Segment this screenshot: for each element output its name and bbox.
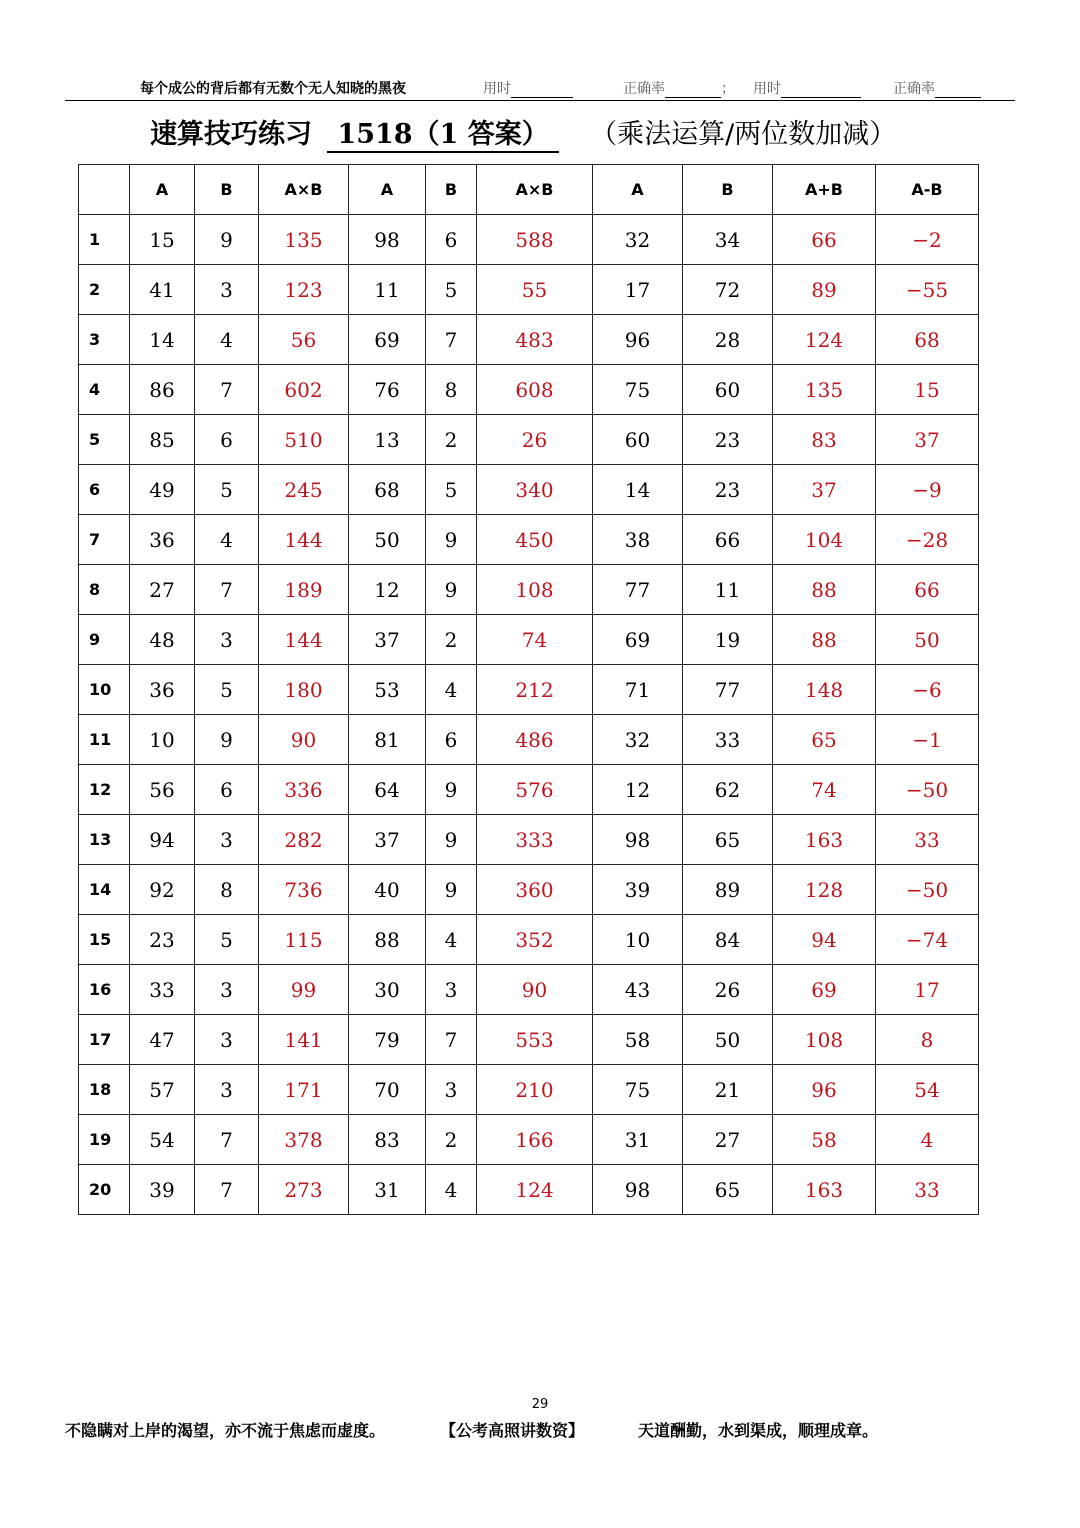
row-index: 9 <box>79 615 130 665</box>
operand-cell: 31 <box>593 1115 683 1165</box>
row-index: 20 <box>79 1165 130 1215</box>
answer-cell: 210 <box>477 1065 593 1115</box>
title-subtitle: （乘法运算/两位数加减） <box>590 119 897 150</box>
operand-cell: 6 <box>195 765 259 815</box>
row-index: 14 <box>79 865 130 915</box>
operand-cell: 48 <box>130 615 195 665</box>
operand-cell: 50 <box>349 515 426 565</box>
operand-cell: 60 <box>593 415 683 465</box>
operand-cell: 50 <box>683 1015 773 1065</box>
operand-cell: 12 <box>593 765 683 815</box>
answer-cell: 115 <box>259 915 349 965</box>
answer-cell: 144 <box>259 515 349 565</box>
operand-cell: 49 <box>130 465 195 515</box>
header-motto: 每个成公的背后都有无数个无人知晓的黑夜 <box>140 81 406 97</box>
answer-cell: 124 <box>477 1165 593 1215</box>
answer-cell: 83 <box>773 415 876 465</box>
answer-cell: 26 <box>477 415 593 465</box>
operand-cell: 5 <box>195 665 259 715</box>
answer-cell: 736 <box>259 865 349 915</box>
answer-cell: −50 <box>876 865 979 915</box>
operand-cell: 81 <box>349 715 426 765</box>
answer-cell: 135 <box>773 365 876 415</box>
answer-cell: 166 <box>477 1115 593 1165</box>
operand-cell: 75 <box>593 365 683 415</box>
row-index: 3 <box>79 315 130 365</box>
operand-cell: 10 <box>593 915 683 965</box>
answer-cell: 56 <box>259 315 349 365</box>
operand-cell: 94 <box>130 815 195 865</box>
answer-cell: −6 <box>876 665 979 715</box>
answer-cell: 69 <box>773 965 876 1015</box>
answer-cell: 123 <box>259 265 349 315</box>
operand-cell: 4 <box>426 665 477 715</box>
time-field-2 <box>753 78 861 98</box>
operand-cell: 9 <box>195 715 259 765</box>
answer-cell: 37 <box>876 415 979 465</box>
answer-cell: 486 <box>477 715 593 765</box>
operand-cell: 54 <box>130 1115 195 1165</box>
column-header: B <box>426 165 477 215</box>
answer-cell: 340 <box>477 465 593 515</box>
column-header: B <box>683 165 773 215</box>
operand-cell: 2 <box>426 1115 477 1165</box>
answer-cell: 141 <box>259 1015 349 1065</box>
operand-cell: 11 <box>683 565 773 615</box>
answer-cell: 68 <box>876 315 979 365</box>
operand-cell: 65 <box>683 815 773 865</box>
operand-cell: 77 <box>593 565 683 615</box>
table-row <box>79 1165 979 1215</box>
answer-cell: −2 <box>876 215 979 265</box>
table-body <box>79 215 979 1215</box>
answer-cell: 88 <box>773 615 876 665</box>
table-row <box>79 715 979 765</box>
operand-cell: 14 <box>593 465 683 515</box>
page-number: 29 <box>531 1397 549 1412</box>
row-index: 2 <box>79 265 130 315</box>
operand-cell: 9 <box>426 815 477 865</box>
row-index: 5 <box>79 415 130 465</box>
time-label-2: 用时 <box>753 81 781 97</box>
operand-cell: 56 <box>130 765 195 815</box>
answer-cell: 273 <box>259 1165 349 1215</box>
footer-left: 不隐瞒对上岸的渴望，亦不流于焦虑而虚度。 <box>65 1421 386 1440</box>
operand-cell: 43 <box>593 965 683 1015</box>
row-index: 11 <box>79 715 130 765</box>
operand-cell: 6 <box>195 415 259 465</box>
answer-cell: 163 <box>773 1165 876 1215</box>
operand-cell: 70 <box>349 1065 426 1115</box>
operand-cell: 9 <box>426 515 477 565</box>
operand-cell: 98 <box>593 815 683 865</box>
operand-cell: 68 <box>349 465 426 515</box>
answer-cell: 245 <box>259 465 349 515</box>
operand-cell: 8 <box>426 365 477 415</box>
answer-cell: 336 <box>259 765 349 815</box>
operand-cell: 4 <box>426 1165 477 1215</box>
operand-cell: 14 <box>130 315 195 365</box>
answer-cell: 108 <box>477 565 593 615</box>
answer-cell: 89 <box>773 265 876 315</box>
operand-cell: 3 <box>195 815 259 865</box>
table-row <box>79 415 979 465</box>
operand-cell: 15 <box>130 215 195 265</box>
time-field-1 <box>483 78 573 98</box>
operand-cell: 11 <box>349 265 426 315</box>
operand-cell: 4 <box>426 915 477 965</box>
operand-cell: 92 <box>130 865 195 915</box>
operand-cell: 33 <box>130 965 195 1015</box>
row-index: 15 <box>79 915 130 965</box>
operand-cell: 40 <box>349 865 426 915</box>
answer-cell: 333 <box>477 815 593 865</box>
operand-cell: 53 <box>349 665 426 715</box>
table-row <box>79 1015 979 1065</box>
operand-cell: 27 <box>683 1115 773 1165</box>
answer-cell: 94 <box>773 915 876 965</box>
title-main: 速算技巧练习 <box>150 119 312 150</box>
operand-cell: 28 <box>683 315 773 365</box>
answer-cell: 66 <box>773 215 876 265</box>
rate-field-2 <box>893 78 981 98</box>
answer-cell: 148 <box>773 665 876 715</box>
row-index: 6 <box>79 465 130 515</box>
operand-cell: 39 <box>593 865 683 915</box>
answer-cell: 33 <box>876 1165 979 1215</box>
operand-cell: 36 <box>130 515 195 565</box>
table-row <box>79 915 979 965</box>
operand-cell: 34 <box>683 215 773 265</box>
answer-cell: 352 <box>477 915 593 965</box>
operand-cell: 3 <box>195 1015 259 1065</box>
operand-cell: 9 <box>426 765 477 815</box>
operand-cell: 69 <box>349 315 426 365</box>
operand-cell: 6 <box>426 215 477 265</box>
operand-cell: 19 <box>683 615 773 665</box>
rate-blank-2 <box>935 83 981 98</box>
rate-blank-1 <box>665 83 721 98</box>
operand-cell: 9 <box>426 865 477 915</box>
table-row <box>79 865 979 915</box>
operand-cell: 37 <box>349 615 426 665</box>
table-row <box>79 365 979 415</box>
answer-cell: 180 <box>259 665 349 715</box>
table-row <box>79 765 979 815</box>
footer-center: 【公考高照讲数资】 <box>440 1421 585 1440</box>
answer-cell: 450 <box>477 515 593 565</box>
operand-cell: 21 <box>683 1065 773 1115</box>
time-blank-1 <box>511 83 573 98</box>
operand-cell: 75 <box>593 1065 683 1115</box>
operand-cell: 3 <box>426 965 477 1015</box>
table-row <box>79 615 979 665</box>
answer-cell: 88 <box>773 565 876 615</box>
row-index: 7 <box>79 515 130 565</box>
operand-cell: 23 <box>130 915 195 965</box>
row-index: 10 <box>79 665 130 715</box>
operand-cell: 5 <box>426 265 477 315</box>
column-header: B <box>195 165 259 215</box>
operand-cell: 3 <box>195 965 259 1015</box>
answer-cell: 104 <box>773 515 876 565</box>
operand-cell: 7 <box>426 315 477 365</box>
operand-cell: 7 <box>195 1115 259 1165</box>
answer-cell: 124 <box>773 315 876 365</box>
table-row <box>79 665 979 715</box>
answer-cell: 510 <box>259 415 349 465</box>
answer-cell: 90 <box>259 715 349 765</box>
answer-cell: 282 <box>259 815 349 865</box>
page-title <box>150 112 896 153</box>
answer-cell: 66 <box>876 565 979 615</box>
table-row <box>79 815 979 865</box>
table-row <box>79 465 979 515</box>
operand-cell: 3 <box>195 615 259 665</box>
answer-cell: 189 <box>259 565 349 615</box>
operand-cell: 7 <box>195 365 259 415</box>
time-label-1: 用时 <box>483 81 511 97</box>
operand-cell: 57 <box>130 1065 195 1115</box>
operand-cell: 12 <box>349 565 426 615</box>
operand-cell: 5 <box>195 465 259 515</box>
practice-table <box>78 164 979 1215</box>
row-index: 18 <box>79 1065 130 1115</box>
operand-cell: 58 <box>593 1015 683 1065</box>
row-index: 4 <box>79 365 130 415</box>
row-index: 13 <box>79 815 130 865</box>
answer-cell: 108 <box>773 1015 876 1065</box>
row-index: 1 <box>79 215 130 265</box>
operand-cell: 5 <box>426 465 477 515</box>
operand-cell: 9 <box>195 215 259 265</box>
rate-field-1 <box>623 78 735 98</box>
answer-cell: −50 <box>876 765 979 815</box>
answer-cell: −1 <box>876 715 979 765</box>
answer-cell: 588 <box>477 215 593 265</box>
answer-cell: 144 <box>259 615 349 665</box>
operand-cell: 3 <box>195 1065 259 1115</box>
table-row <box>79 265 979 315</box>
column-header: A <box>593 165 683 215</box>
row-index: 12 <box>79 765 130 815</box>
page-header <box>65 76 1015 101</box>
operand-cell: 4 <box>195 515 259 565</box>
column-header: A+B <box>773 165 876 215</box>
operand-cell: 2 <box>426 615 477 665</box>
operand-cell: 9 <box>426 565 477 615</box>
operand-cell: 32 <box>593 715 683 765</box>
operand-cell: 37 <box>349 815 426 865</box>
answer-cell: 553 <box>477 1015 593 1065</box>
answer-cell: −55 <box>876 265 979 315</box>
operand-cell: 66 <box>683 515 773 565</box>
operand-cell: 83 <box>349 1115 426 1165</box>
operand-cell: 2 <box>426 415 477 465</box>
operand-cell: 60 <box>683 365 773 415</box>
operand-cell: 69 <box>593 615 683 665</box>
answer-cell: 483 <box>477 315 593 365</box>
answer-cell: −9 <box>876 465 979 515</box>
operand-cell: 36 <box>130 665 195 715</box>
answer-cell: 576 <box>477 765 593 815</box>
table-row <box>79 965 979 1015</box>
answer-cell: 55 <box>477 265 593 315</box>
operand-cell: 39 <box>130 1165 195 1215</box>
operand-cell: 84 <box>683 915 773 965</box>
column-header: A×B <box>477 165 593 215</box>
answer-cell: 602 <box>259 365 349 415</box>
operand-cell: 7 <box>195 1165 259 1215</box>
operand-cell: 6 <box>426 715 477 765</box>
operand-cell: 47 <box>130 1015 195 1065</box>
table-row <box>79 565 979 615</box>
answer-cell: 171 <box>259 1065 349 1115</box>
row-index: 8 <box>79 565 130 615</box>
column-header: A×B <box>259 165 349 215</box>
answer-cell: 15 <box>876 365 979 415</box>
operand-cell: 4 <box>195 315 259 365</box>
column-header: A <box>130 165 195 215</box>
answer-cell: 58 <box>773 1115 876 1165</box>
answer-cell: 163 <box>773 815 876 865</box>
answer-cell: 74 <box>773 765 876 815</box>
answer-cell: 65 <box>773 715 876 765</box>
operand-cell: 33 <box>683 715 773 765</box>
answer-cell: 50 <box>876 615 979 665</box>
operand-cell: 88 <box>349 915 426 965</box>
rate-label-2: 正确率 <box>893 81 935 97</box>
operand-cell: 64 <box>349 765 426 815</box>
answer-cell: 37 <box>773 465 876 515</box>
answer-cell: 4 <box>876 1115 979 1165</box>
operand-cell: 31 <box>349 1165 426 1215</box>
column-header: A-B <box>876 165 979 215</box>
answer-cell: −28 <box>876 515 979 565</box>
table-row <box>79 1065 979 1115</box>
row-index: 19 <box>79 1115 130 1165</box>
operand-cell: 10 <box>130 715 195 765</box>
answer-cell: 135 <box>259 215 349 265</box>
table-header-row <box>79 165 979 215</box>
operand-cell: 7 <box>195 565 259 615</box>
answer-cell: 212 <box>477 665 593 715</box>
column-header: A <box>349 165 426 215</box>
answer-cell: 608 <box>477 365 593 415</box>
operand-cell: 89 <box>683 865 773 915</box>
operand-cell: 71 <box>593 665 683 715</box>
operand-cell: 7 <box>426 1015 477 1065</box>
answer-cell: 17 <box>876 965 979 1015</box>
answer-cell: 8 <box>876 1015 979 1065</box>
answer-cell: 54 <box>876 1065 979 1115</box>
operand-cell: 86 <box>130 365 195 415</box>
time-blank-2 <box>781 83 861 98</box>
operand-cell: 38 <box>593 515 683 565</box>
answer-cell: 96 <box>773 1065 876 1115</box>
operand-cell: 17 <box>593 265 683 315</box>
table-row <box>79 1115 979 1165</box>
column-header <box>79 165 130 215</box>
operand-cell: 96 <box>593 315 683 365</box>
table-row <box>79 315 979 365</box>
footer-right: 天道酬勤，水到渠成，顺理成章。 <box>638 1421 879 1440</box>
table-row <box>79 515 979 565</box>
operand-cell: 77 <box>683 665 773 715</box>
operand-cell: 76 <box>349 365 426 415</box>
operand-cell: 27 <box>130 565 195 615</box>
operand-cell: 98 <box>593 1165 683 1215</box>
operand-cell: 3 <box>195 265 259 315</box>
operand-cell: 72 <box>683 265 773 315</box>
answer-cell: 360 <box>477 865 593 915</box>
title-code: 1518（1 答案） <box>327 112 558 153</box>
rate-label-1: 正确率 <box>623 81 665 97</box>
operand-cell: 41 <box>130 265 195 315</box>
row-index: 16 <box>79 965 130 1015</box>
operand-cell: 26 <box>683 965 773 1015</box>
operand-cell: 23 <box>683 415 773 465</box>
answer-cell: 90 <box>477 965 593 1015</box>
operand-cell: 5 <box>195 915 259 965</box>
operand-cell: 30 <box>349 965 426 1015</box>
answer-cell: −74 <box>876 915 979 965</box>
operand-cell: 23 <box>683 465 773 515</box>
operand-cell: 8 <box>195 865 259 915</box>
operand-cell: 65 <box>683 1165 773 1215</box>
answer-cell: 74 <box>477 615 593 665</box>
answer-cell: 33 <box>876 815 979 865</box>
field-separator: ； <box>721 81 735 97</box>
operand-cell: 3 <box>426 1065 477 1115</box>
answer-cell: 378 <box>259 1115 349 1165</box>
table-row <box>79 215 979 265</box>
row-index: 17 <box>79 1015 130 1065</box>
operand-cell: 32 <box>593 215 683 265</box>
operand-cell: 13 <box>349 415 426 465</box>
answer-cell: 99 <box>259 965 349 1015</box>
operand-cell: 85 <box>130 415 195 465</box>
operand-cell: 98 <box>349 215 426 265</box>
answer-cell: 128 <box>773 865 876 915</box>
operand-cell: 62 <box>683 765 773 815</box>
operand-cell: 79 <box>349 1015 426 1065</box>
